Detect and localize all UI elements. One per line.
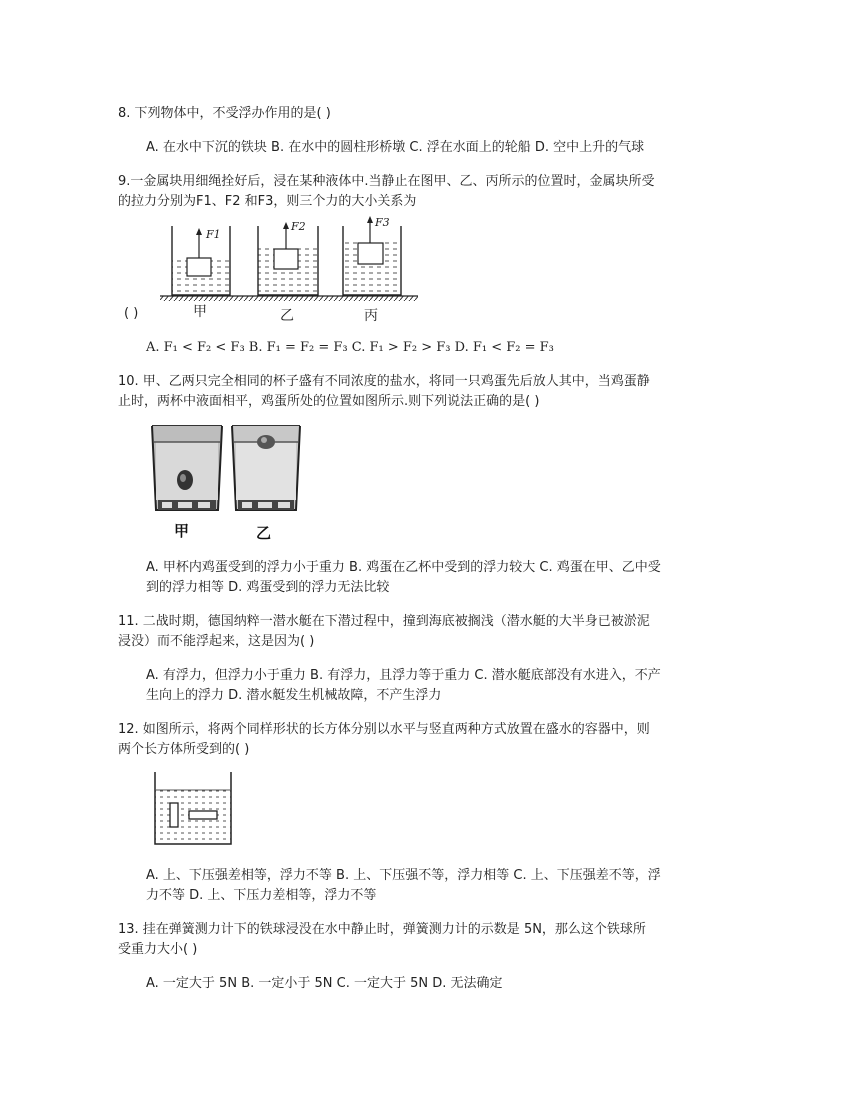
question-options: A. 甲杯内鸡蛋受到的浮力小于重力 B. 鸡蛋在乙杯中受到的浮力较大 C. 鸡蛋在甲、乙中受 (146, 560, 661, 575)
question-stem: 13. 挂在弹簧测力计下的铁球浸没在水中静止时，弹簧测力计的示数是 5N，那么这个铁球所 (118, 922, 646, 937)
force-label-f1: F1 (206, 228, 221, 241)
question-stem: 止时，两杯中液面相平，鸡蛋所处的位置如图所示.则下列说法正确的是( ) (118, 394, 540, 409)
figure-cups-egg (148, 420, 308, 544)
force-label-f3: F3 (375, 216, 390, 229)
question-stem: 两个长方体所受到的( ) (118, 742, 250, 757)
cup-yi (232, 426, 300, 510)
question-options: 力不等 D. 上、下压力差相等，浮力不等 (146, 888, 377, 903)
container-yi (258, 222, 318, 295)
question-stem: 9.一金属块用细绳拴好后，浸在某种液体中.当静止在图甲、乙、丙所示的位置时，金属块所受 (118, 174, 655, 189)
horizontal-block (189, 811, 217, 819)
question-options: A. 有浮力，但浮力小于重力 B. 有浮力，且浮力等于重力 C. 潜水艇底部没有水进入，不产 (146, 668, 661, 683)
question-options: A. 上、下压强差相等，浮力不等 B. 上、下压强不等，浮力相等 C. 上、下压强差不等，浮 (146, 868, 661, 883)
question-options: 生向上的浮力 D. 潜水艇发生机械故障，不产生浮力 (146, 688, 442, 703)
figure-containers-force (160, 216, 420, 326)
container-jia (172, 226, 230, 295)
question-options: 到的浮力相等 D. 鸡蛋受到的浮力无法比较 (146, 580, 390, 595)
question-stem: 10. 甲、乙两只完全相同的杯子盛有不同浓度的盐水，将同一只鸡蛋先后放人其中，当鸡蛋静 (118, 374, 650, 389)
figure-label-jia: 甲 (193, 304, 207, 320)
question-options: A. 在水中下沉的铁块 B. 在水中的圆柱形桥墩 C. 浮在水面上的轮船 D. 空中上升的气球 (146, 140, 645, 155)
question-stem: 受重力大小( ) (118, 942, 198, 957)
question-stem: 的拉力分别为F1、F2 和F3，则三个力的大小关系为 (118, 194, 417, 209)
question-options: A. F₁ < F₂ < F₃ B. F₁ = F₂ = F₃ C. F₁ > F₂ > F₃ D. F₁ < F₂ = F₃ (146, 340, 554, 355)
answer-blank: ( ) (124, 306, 139, 321)
vertical-block (170, 803, 178, 827)
force-label-f2: F2 (291, 220, 306, 233)
question-options: A. 一定大于 5N B. 一定小于 5N C. 一定大于 5N D. 无法确定 (146, 976, 503, 991)
figure-label-yi: 乙 (256, 524, 272, 542)
cup-jia (152, 426, 222, 510)
question-stem: 8. 下列物体中，不受浮办作用的是( ) (118, 106, 331, 121)
figure-label-jia: 甲 (174, 522, 190, 540)
question-stem: 11. 二战时期，德国纳粹一潜水艇在下潜过程中，撞到海底被搁浅（潜水艇的大半身已被淤泥 (118, 614, 650, 629)
figure-label-yi: 乙 (280, 308, 294, 324)
figure-container-blocks (152, 770, 236, 848)
question-stem: 12. 如图所示，将两个同样形状的长方体分别以水平与竖直两种方式放置在盛水的容器中，则 (118, 722, 650, 737)
container-bing (343, 216, 401, 295)
figure-label-bing: 丙 (364, 308, 378, 324)
question-stem: 浸没）而不能浮起来，这是因为( ) (118, 634, 315, 649)
